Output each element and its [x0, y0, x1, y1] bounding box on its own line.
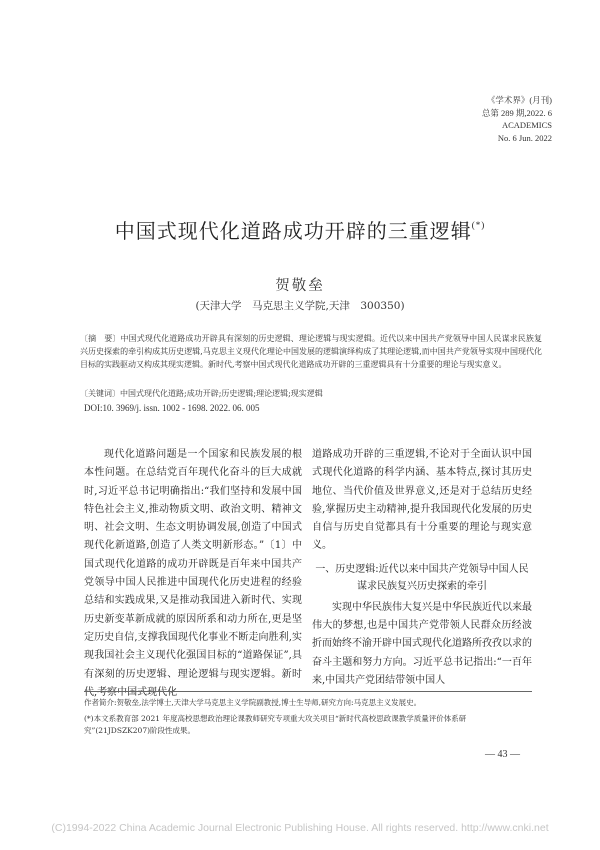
author-affiliation: (天津大学 马克思主义学院,天津 300350): [195, 300, 405, 312]
keywords-text: 中国式现代化道路;成功开辟;历史逻辑;理论逻辑;现实逻辑: [120, 389, 323, 398]
paper-title-block: [0, 215, 600, 244]
author-name: 贺敬垒: [275, 278, 325, 294]
issue-date: No. 6 Jun. 2022: [497, 132, 552, 143]
abstract-label: 〔摘 要〕: [80, 334, 121, 343]
body-column-left: [84, 446, 302, 702]
journal-header: [422, 94, 552, 144]
paper-title: 中国式现代化道路成功开辟的三重逻辑: [114, 219, 472, 243]
body-paragraph: 现代化道路问题是一个国家和民族发展的根本性问题。在总结党百年现代化奋斗的巨大成就时,习近平总书记明确指出:“我们坚持和发展中国特色社会主义,推动物质文明、政治文明、精神文明、社会文明、生态文明协调发展,创造了中国式现代化新道路,创造了人类文明新形态。”〔1〕中国式现代化道路的成功开辟既是百年来中国共产党领导中国人民推进中国现代化历史进程的经验总结和实践成果,又是推动我国进入新时代、实现历史新变革新成就的原因所系和动力所在,更是坚定历史自信,支撑我国现代化事业不断走向胜利,实现我国社会主义现代化强国目标的“道路保证”,具有深刻的历史逻辑、理论逻辑与现实逻辑。新时代,考察中国式现代化: [84, 449, 302, 698]
keywords-label: 〔关键词〕: [80, 389, 120, 398]
keywords: [80, 388, 542, 399]
title-footnote-marker: (*): [471, 220, 486, 230]
footnote-funding: (*)本文系教育部 2021 年度高校思想政治理论课教师研究专项重大攻关项目“新时代高校思政课教学质量评价体系研究”(21JDSZK207)阶段性成果。: [84, 714, 467, 735]
page-number: — 43 —: [485, 749, 520, 760]
footnote-divider: [84, 691, 532, 692]
doi: DOI:10. 3969/j. issn. 1002 - 1698. 2022. 06. 005: [84, 403, 260, 413]
copyright-watermark: (C)1994-2022 China Academic Journal Electronic Publishing House. All rights reserved. http://www.cnki.net: [51, 822, 549, 834]
total-issue: 总第 289 期,2022. 6: [481, 107, 552, 118]
body-paragraph: 实现中华民族伟大复兴是中华民族近代以来最伟大的梦想,也是中国共产党带领人民群众历经波折而始终不渝开辟中国式现代化道路所孜孜以求的奋斗主题和努力方向。习近平总书记指出:“一百年来,中国共产党团结带领中国人: [312, 601, 532, 686]
body-paragraph: 道路成功开辟的三重逻辑,不论对于全面认识中国式现代化道路的科学内涵、基本特点,探讨其历史地位、当代价值及世界意义,还是对于总结历史经验,掌握历史主动精神,提升我国现代化发展的历史自信与历史自觉都具有十分重要的理论与现实意义。: [312, 449, 532, 552]
journal-name-en: ACADEMICS: [501, 120, 552, 130]
footnote-author-bio: 作者简介:贺敬垒,法学博士,天津大学马克思主义学院副教授,博士生导师,研究方向:马克思主义发展史。: [84, 698, 422, 707]
body-column-right: [312, 446, 532, 690]
journal-name: 《学术界》(月刊): [486, 95, 552, 105]
section-heading: 一、历史逻辑:近代以来中国共产党领导中国人民谋求民族复兴历史探索的牵引: [315, 563, 529, 592]
abstract-text: 中国式现代化道路成功开辟具有深刻的历史逻辑、理论逻辑与现实逻辑。近代以来中国共产党领导中国人民谋求民族复兴历史探索的牵引构成其历史逻辑,马克思主义现代化理论中国发展的逻辑演绎构成了其理论逻辑,而中国共产党领导实现中国现代化目标的实践驱动又构成其现实逻辑。新时代,考察中国式现代化道路成功开辟的三重逻辑具有十分重要的理论与现实意义。: [80, 334, 543, 369]
abstract: [80, 332, 542, 371]
